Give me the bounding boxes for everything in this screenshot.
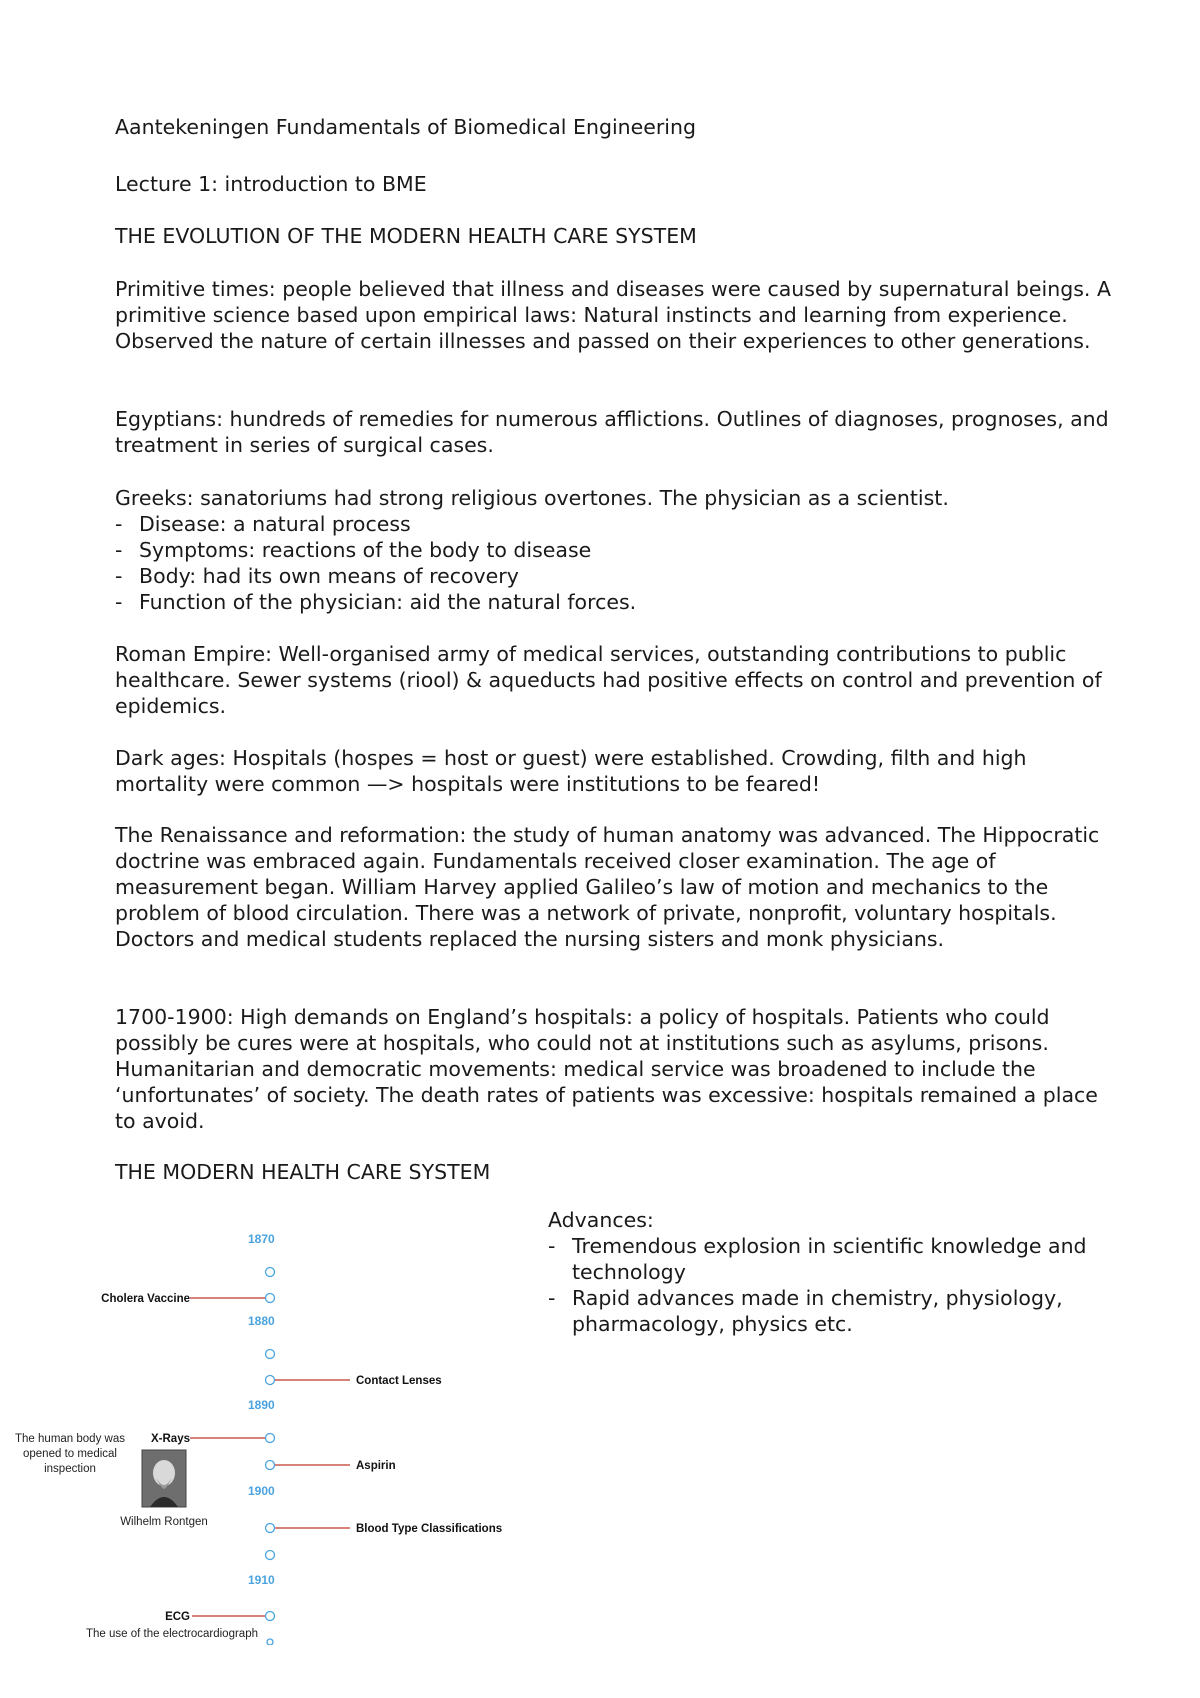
paragraph-greeks-text: Greeks: sanatoriums had strong religious overtones. The physician as a scientist.	[115, 486, 949, 510]
greeks-bullet-list	[115, 511, 1115, 615]
timeline-node	[267, 1639, 273, 1645]
xray-note-line: opened to medical	[23, 1448, 117, 1460]
list-item: - Disease: a natural process	[115, 511, 1115, 537]
paragraph-primitive	[115, 276, 1115, 354]
timeline-graphic	[0, 1225, 540, 1645]
section-heading-evolution: THE EVOLUTION OF THE MODERN HEALTH CARE SYSTEM	[115, 224, 697, 248]
advances-list	[548, 1233, 1108, 1337]
xray-note-line: inspection	[44, 1463, 96, 1475]
list-item: - Tremendous explosion in scientific knowledge and technology	[548, 1233, 1108, 1285]
list-item: - Rapid advances made in chemistry, physiology, pharmacology, physics etc.	[548, 1285, 1108, 1337]
event-contact-lenses: Contact Lenses	[356, 1375, 442, 1387]
section-heading-modern: THE MODERN HEALTH CARE SYSTEM	[115, 1160, 491, 1184]
timeline-year: 1910	[248, 1573, 275, 1587]
timeline-year: 1900	[248, 1484, 275, 1498]
document-title: Aantekeningen Fundamentals of Biomedical Engineering	[115, 115, 697, 139]
rontgen-portrait-image	[142, 1450, 186, 1507]
paragraph-greeks	[115, 485, 1115, 615]
advances-title: Advances:	[548, 1208, 654, 1232]
paragraph-1700-1900-text: 1700-1900: High demands on England’s hospitals: a policy of hospitals. Patients who could possibly be cures were at hospitals, who could not at institutions such as asylums, prisons. Humanitarian and democratic movements: medical service was broadened to include the ‘unfortunates’ of society. The death rates of patients was excessive: hospitals remained a place to avoid.	[115, 1005, 1098, 1133]
lecture-title: Lecture 1: introduction to BME	[115, 172, 427, 196]
paragraph-roman-text: Roman Empire: Well-organised army of medical services, outstanding contributions to public healthcare. Sewer systems (riool) & aqueducts had positive effects on control and prevention of epidemics.	[115, 642, 1102, 718]
history-timeline	[0, 1225, 540, 1645]
event-x-rays: X-Rays	[151, 1433, 190, 1445]
timeline-year: 1890	[248, 1398, 275, 1412]
timeline-node	[266, 1461, 275, 1470]
portrait-caption: Wilhelm Rontgen	[120, 1516, 208, 1528]
paragraph-renaissance	[115, 822, 1115, 952]
list-item: - Body: had its own means of recovery	[115, 563, 1115, 589]
paragraph-primitive-text: Primitive times: people believed that illness and diseases were caused by supernatural beings. A primitive science based upon empirical laws: Natural instincts and learning from experience. Observed the nature of certain illnesses and passed on their experiences to other generations.	[115, 277, 1111, 353]
event-blood-type: Blood Type Classifications	[356, 1523, 503, 1535]
timeline-node	[266, 1376, 275, 1385]
event-aspirin: Aspirin	[356, 1460, 396, 1472]
paragraph-dark-ages	[115, 745, 1115, 797]
timeline-node	[266, 1350, 275, 1359]
xray-note-line: The human body was	[15, 1433, 125, 1445]
paragraph-egyptians-text: Egyptians: hundreds of remedies for numerous afflictions. Outlines of diagnoses, prognoses, and treatment in series of surgical cases.	[115, 407, 1109, 457]
event-cholera-vaccine: Cholera Vaccine	[101, 1293, 190, 1305]
ecg-note: The use of the electrocardiograph	[86, 1628, 258, 1640]
list-item: - Symptoms: reactions of the body to disease	[115, 537, 1115, 563]
timeline-year: 1880	[248, 1314, 275, 1328]
paragraph-renaissance-text: The Renaissance and reformation: the study of human anatomy was advanced. The Hippocratic doctrine was embraced again. Fundamentals received closer examination. The age of measurement began. William Harvey applied Galileo’s law of motion and mechanics to the problem of blood circulation. There was a network of private, nonprofit, voluntary hospitals. Doctors and medical students replaced the nursing sisters and monk physicians.	[115, 823, 1100, 951]
timeline-node	[266, 1268, 275, 1277]
paragraph-roman	[115, 641, 1115, 719]
timeline-node	[266, 1294, 275, 1303]
event-ecg: ECG	[165, 1611, 190, 1623]
paragraph-egyptians	[115, 406, 1115, 458]
timeline-node	[266, 1434, 275, 1443]
list-item: - Function of the physician: aid the natural forces.	[115, 589, 1115, 615]
timeline-node	[266, 1551, 275, 1560]
timeline-node	[266, 1524, 275, 1533]
timeline-node	[266, 1612, 275, 1621]
paragraph-1700-1900	[115, 1004, 1115, 1134]
advances-block	[548, 1207, 1108, 1337]
paragraph-dark-ages-text: Dark ages: Hospitals (hospes = host or guest) were established. Crowding, filth and high mortality were common —> hospitals were institutions to be feared!	[115, 746, 1027, 796]
timeline-year: 1870	[248, 1232, 275, 1246]
